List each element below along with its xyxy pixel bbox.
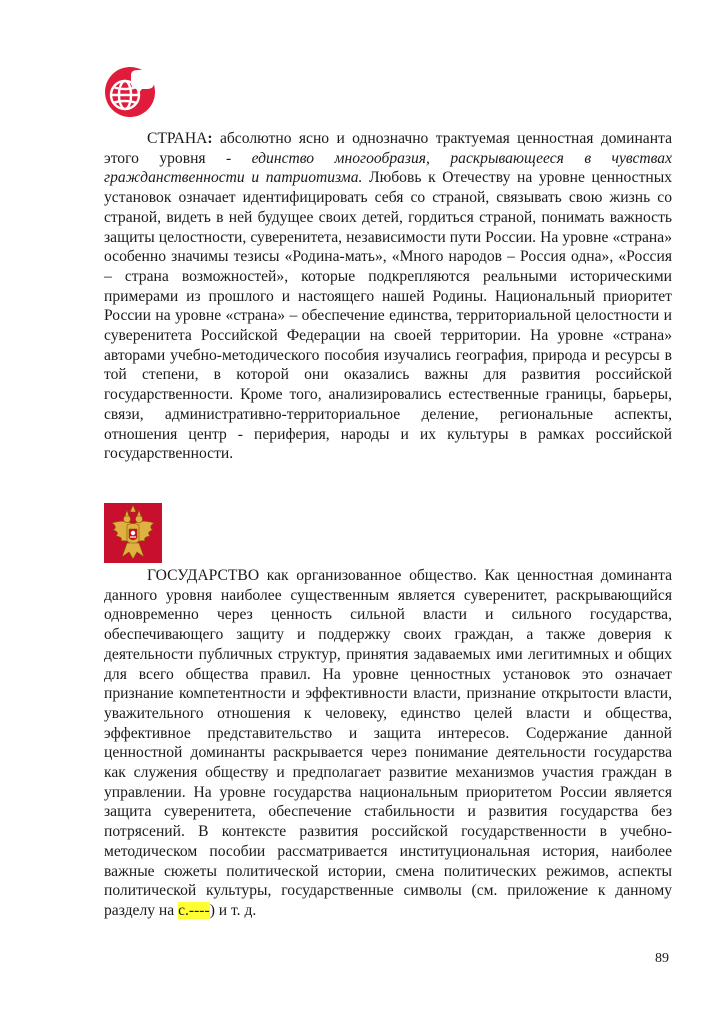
page-reference-highlight: с.---- — [178, 901, 210, 919]
country-dominant-italic: единство многообразия, раскрывающееся в чувствах гражданственности и патриотизма. — [104, 149, 673, 187]
country-paragraph: СТРАНА: абсолютно ясно и однозначно трактуемая ценностная доминанта этого уровня - единство многообразия, раскрывающееся в чувствах гражданственности и патриотизма. Любовь к Отечеству на уровне ценностных установок означает идентифицировать себя со страной, связывать свою жизнь со страной, видеть в ней будущее своих детей, гордиться страной, понимать важность защиты целостности, суверенитета, независимости пути России. На уровне «страна» особенно значимы тезисы «Родина-мать», «Много народов – Россия одна», «Россия – страна возможностей», которые подкрепляются реальными историческими примерами из прошлого и настоящего нашей Родины. Национальный приоритет России на уровне «страна» – обеспечение единства, территориальной целостности и суверенитета Российской Федерации на своей территории. На уровне «страна» авторами учебно-методического пособия изучались география, природа и ресурсы в той степени, в которой они оказались важны для развития российской государственности. Кроме того, анализировались естественные границы, барьеры, связи, административно-территориальное деление, региональные аспекты, отношения центр - периферия, народы и их культуры в рамках российской государственности. — [104, 130, 673, 463]
state-paragraph: ГОСУДАРСТВО как организованное общество. Как ценностная доминанта данного уровня наиболее существенным является суверенитет, раскрывающийся одновременно через ценность сильной власти и сильного государства, обеспечивающего защиту и поддержку своих граждан, а также доверия к деятельности публичных структур, принятия задаваемых ими легитимных и общих для всего общества правил. На уровне ценностных установок это означает признание компетентности и эффективности власти, признание открытости власти, уважительного отношения к человеку, единство целей власти и общества, эффективное представительство и защита интересов. Содержание данной ценностной доминанты раскрывается через понимание деятельности государства как служения обществу и предполагает развитие механизмов участия граждан в управлении. На уровне государства национальным приоритетом России является защита суверенитета, обеспечение стабильности и развития государства без потрясений. В контексте развития российской государственности в учебно-методическом пособии рассматривается институциональная история, наиболее важные сюжеты политической истории, смена политических режимов, аспекты политической культуры, государственные символы (см. приложение к данному разделу на с.----) и т. д. — [104, 567, 672, 919]
page-number: 89 — [655, 951, 669, 966]
russian-coat-of-arms-icon — [104, 503, 162, 563]
globe-with-speech-bubble-icon — [104, 66, 156, 118]
country-heading: СТРАНА — [147, 130, 208, 147]
